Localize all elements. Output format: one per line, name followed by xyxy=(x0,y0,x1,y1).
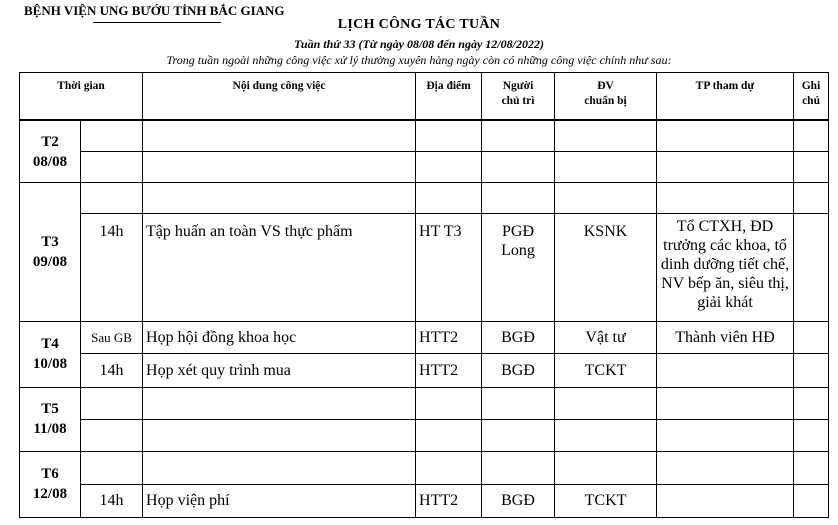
header-place: Địa điểm xyxy=(416,73,482,120)
attend-cell: Tổ CTXH, ĐD trưởng các khoa, tổ dinh dưỡng tiết chế, NV bếp ăn, siêu thị, giải khát xyxy=(657,214,794,321)
content-cell: Tập huấn an toàn VS thực phẩm xyxy=(143,214,416,321)
day-cell-t3: T3 09/08 xyxy=(20,183,81,321)
header-time: Thời gian xyxy=(20,73,143,120)
chair-cell: BGĐ xyxy=(482,353,555,387)
place-cell: HTT2 xyxy=(416,321,482,353)
chair-cell: BGĐ xyxy=(482,484,555,517)
table-row xyxy=(20,484,829,517)
chair-cell: PGĐ Long xyxy=(482,214,555,321)
header-attend: TP tham dự xyxy=(657,73,794,120)
table-row xyxy=(20,451,829,484)
time-cell: Sau GB xyxy=(81,321,143,353)
attend-cell: Thành viên HĐ xyxy=(657,321,794,353)
week-range: Tuần thứ 33 (Từ ngày 08/08 đến ngày 12/08/2022) xyxy=(294,37,544,51)
day-cell-t5: T5 11/08 xyxy=(20,387,81,451)
header-prep: ĐV chuẩn bị xyxy=(555,73,657,120)
day-cell-t2: T2 08/08 xyxy=(20,121,81,183)
intro-text: Trong tuần ngoài những công việc xử lý thường xuyên hàng ngày còn có những công việc chính như sau: xyxy=(166,53,672,67)
table-row xyxy=(20,183,829,214)
place-cell: HTT2 xyxy=(416,484,482,517)
prep-cell: TCKT xyxy=(555,484,657,517)
place-cell: HT T3 xyxy=(416,214,482,321)
time-cell: 14h xyxy=(81,214,143,321)
schedule-table xyxy=(19,72,829,518)
day-cell-t6: T6 12/08 xyxy=(20,451,81,517)
header-note: Ghi chú xyxy=(794,73,829,120)
table-row xyxy=(20,353,829,387)
time-cell: 14h xyxy=(81,353,143,387)
prep-cell: TCKT xyxy=(555,353,657,387)
header-chair: Người chủ trì xyxy=(482,73,555,120)
place-cell: HTT2 xyxy=(416,353,482,387)
day-cell-t4: T4 10/08 xyxy=(20,321,81,387)
hospital-name: BỆNH VIỆN UNG BƯỚU TỈNH BẮC GIANG xyxy=(24,3,285,18)
prep-cell: Vật tư xyxy=(555,321,657,353)
table-row xyxy=(20,214,829,321)
header-content: Nội dung công việc xyxy=(143,73,416,120)
table-row xyxy=(20,152,829,183)
content-cell: Họp viện phí xyxy=(143,484,416,517)
table-row xyxy=(20,387,829,419)
table-row xyxy=(20,419,829,451)
content-cell: Họp hội đồng khoa học xyxy=(143,321,416,353)
schedule-title: LỊCH CÔNG TÁC TUẦN xyxy=(337,17,501,32)
prep-cell: KSNK xyxy=(555,214,657,321)
table-row xyxy=(20,321,829,353)
chair-cell: BGĐ xyxy=(482,321,555,353)
header-row xyxy=(20,73,829,120)
content-cell: Họp xét quy trình mua xyxy=(143,353,416,387)
table-row xyxy=(20,121,829,152)
time-cell: 14h xyxy=(81,484,143,517)
